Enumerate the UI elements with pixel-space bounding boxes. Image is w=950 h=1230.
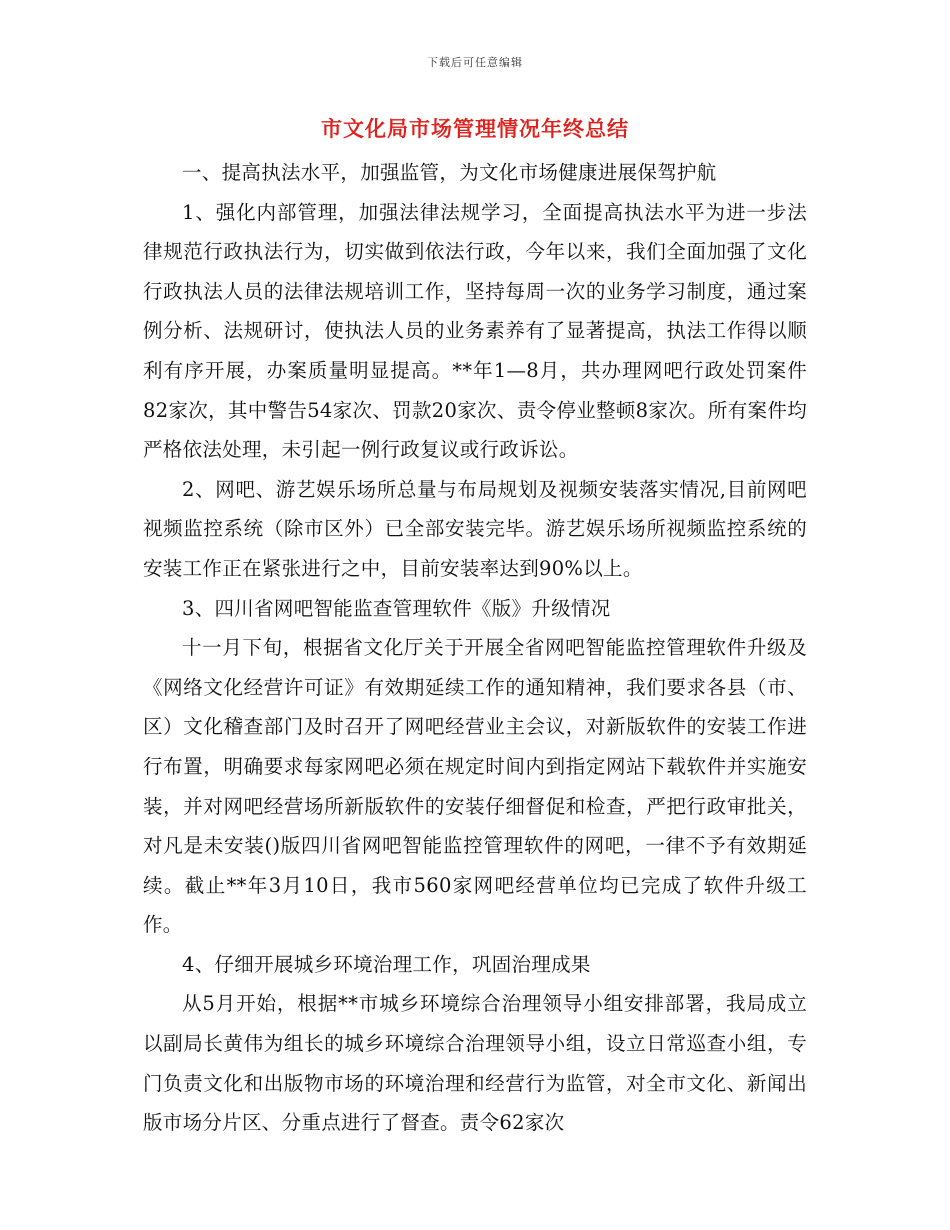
section-heading-1: 一、提高执法水平，加强监管，为文化市场健康进展保驾护航 [182,161,717,184]
paragraph-software-upgrade-heading: 3、四川省网吧智能监查管理软件《版》升级情况 [182,596,611,620]
paragraph-internal-management: 1、强化内部管理，加强法律法规学习，全面提高执法水平为进一步法律规范行政执法行为，切实做到依法行政，今年以来，我们全面加强了文化行政执法人员的法律法规培训工作，坚持每周一次的业务学习制度，通过案例分析、法规研讨，使执法人员的业务素养有了显著提高，执法工作得以顺利有序开展，办案质量明显提高。**年1—8月，共办理网吧行政处罚案件82家次，其中警告54家次、罚款20家次、责令停业整顿8家次。所有案件均严格依法处理，未引起一例行政复议或行政诉讼。 [143,200,807,462]
document-title: 市文化局市场管理情况年终总结 [321,117,629,141]
paragraph-environment-heading: 4、仔细开展城乡环境治理工作，巩固治理成果 [182,952,591,976]
paragraph-software-upgrade: 十一月下旬，根据省文化厅关于开展全省网吧智能监控管理软件升级及《网络文化经营许可证》有效期延续工作的通知精神，我们要求各县（市、区）文化稽查部门及时召开了网吧经营业主会议，对新版软件的安装工作进行布置，明确要求每家网吧必须在规定时间内到指定网站下载软件并实施安装，并对网吧经营场所新版软件的安装仔细督促和检查，严把行政审批关，对凡是未安装()版四川省网吧智能监控管理软件的网吧，一律不予有效期延续。截止**年3月10日，我市560家网吧经营单位均已完成了软件升级工作。 [143,636,807,937]
document-body [143,153,807,1143]
header-note: 下载后可任意编辑 [427,56,523,69]
paragraph-video-monitoring: 2、网吧、游艺娱乐场所总量与布局规划及视频安装落实情况,目前网吧视频监控系统（除市区外）已全部安装完毕。游艺娱乐场所视频监控系统的安装工作正在紧张进行之中，目前安装率达到90%以上。 [143,477,807,580]
paragraph-environment: 从5月开始，根据**市城乡环境综合治理领导小组安排部署，我局成立以副局长黄伟为组长的城乡环境综合治理领导小组，设立日常巡查小组，专门负责文化和出版物市场的环境治理和经营行为监管，对全市文化、新闻出版市场分片区、分重点进行了督查。责令62家次 [143,992,807,1135]
